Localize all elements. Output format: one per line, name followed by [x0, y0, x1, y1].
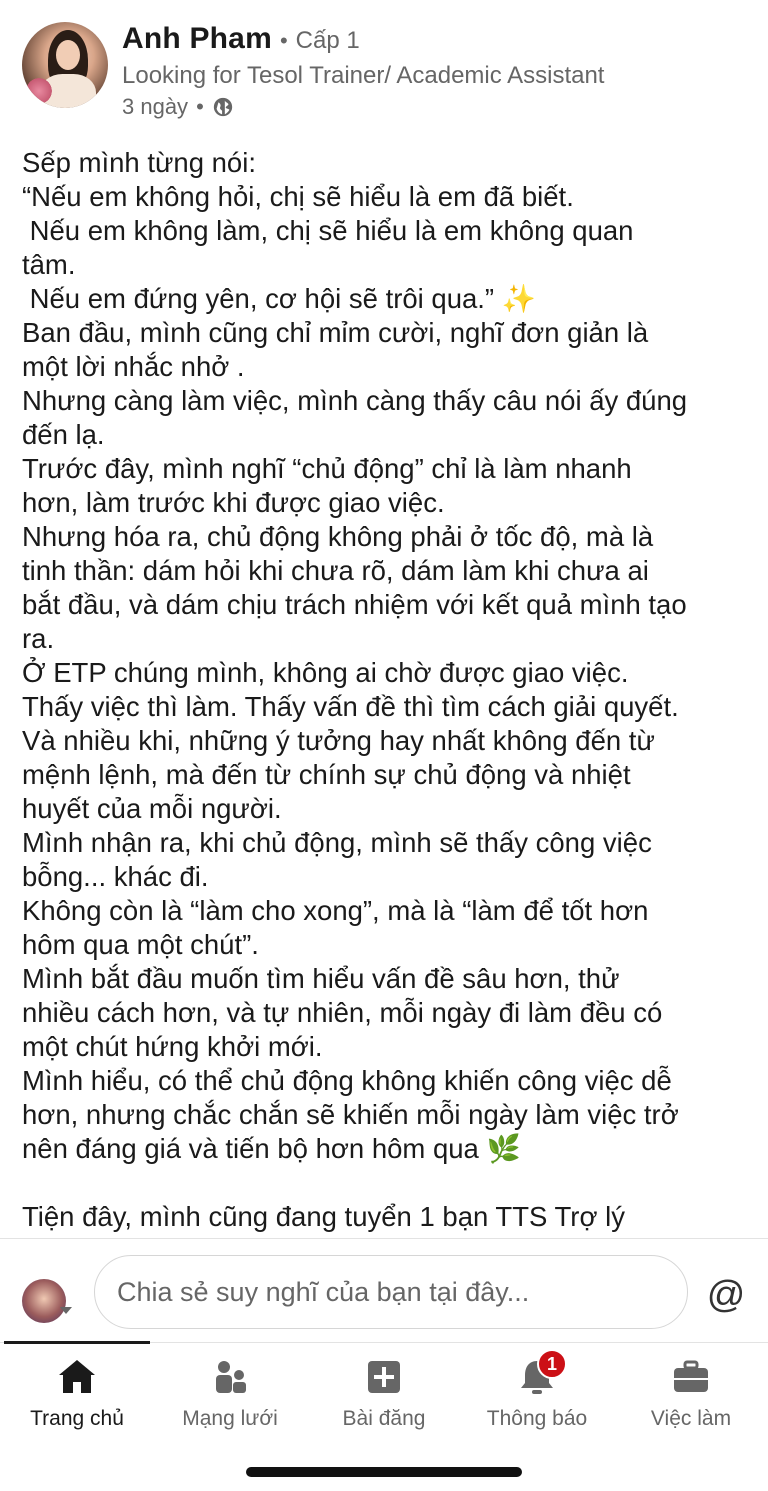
network-icon — [208, 1355, 252, 1399]
post-text-line: Mình hiểu, có thể chủ động không khiến công việc dễ — [22, 1065, 672, 1096]
post-text-line: Mình bắt đầu muốn tìm hiểu vấn đề sâu hơn, thử — [22, 963, 620, 994]
post-text-line: Thấy việc thì làm. Thấy vấn đề thì tìm cách giải quyết. — [22, 691, 679, 722]
nav-item-jobs[interactable] — [614, 1343, 768, 1443]
home-indicator[interactable] — [246, 1467, 522, 1477]
meta-dot: • — [196, 94, 204, 119]
comment-input[interactable] — [94, 1255, 688, 1329]
connection-level: Cấp 1 — [295, 27, 360, 54]
briefcase-icon — [669, 1355, 713, 1399]
home-icon — [55, 1355, 99, 1399]
post-icon — [362, 1355, 406, 1399]
author-headline: Looking for Tesol Trainer/ Academic Assistant — [122, 62, 605, 89]
globe-icon — [212, 96, 234, 118]
post-text-line: Và nhiều khi, những ý tưởng hay nhất không đến từ — [22, 725, 655, 756]
post-time: 3 ngày — [122, 94, 189, 119]
post-text-line: Ở ETP chúng mình, không ai chờ được giao việc. — [22, 657, 629, 688]
post-text-line: hơn, làm trước khi được giao việc. — [22, 487, 445, 518]
comment-bar — [0, 1238, 768, 1342]
post-text-line: bỗng... khác đi. — [22, 861, 209, 892]
post-text-line: huyết của mỗi người. — [22, 793, 282, 824]
post-header — [0, 0, 768, 130]
post-text-line: Sếp mình từng nói: — [22, 147, 256, 178]
post-text-line: bắt đầu, và dám chịu trách nhiệm với kết quả mình tạo — [22, 589, 687, 620]
nav-label-jobs: Việc làm — [650, 1407, 732, 1430]
post-text-line: Trước đây, mình nghĩ “chủ động” chỉ là làm nhanh — [22, 453, 632, 484]
author-name[interactable]: Anh Pham — [122, 22, 272, 55]
author-name-row — [122, 22, 360, 56]
post-text — [22, 146, 762, 1234]
nav-item-post[interactable] — [307, 1343, 461, 1443]
post-meta — [122, 94, 234, 120]
post-text-line: tâm. — [22, 249, 76, 280]
chevron-down-icon[interactable] — [60, 1307, 72, 1314]
post-text-line: Tiện đây, mình cũng đang tuyển 1 bạn TTS Trợ lý — [22, 1201, 625, 1232]
author-avatar[interactable] — [22, 22, 108, 108]
post-text-line: Mình nhận ra, khi chủ động, mình sẽ thấy công việc — [22, 827, 652, 858]
post-text-line: hơn, nhưng chắc chắn sẽ khiến mỗi ngày làm việc trở — [22, 1099, 679, 1130]
mention-icon[interactable]: @ — [706, 1274, 746, 1316]
nav-item-notifications[interactable] — [460, 1343, 614, 1443]
post-text-line: một chút hứng khởi mới. — [22, 1031, 323, 1062]
my-avatar[interactable] — [22, 1279, 66, 1323]
separator-dot: • — [279, 28, 288, 53]
nav-item-home[interactable] — [0, 1343, 154, 1443]
nav-label-notifications: Thông báo — [486, 1407, 588, 1430]
post-text-line: Không còn là “làm cho xong”, mà là “làm để tốt hơn — [22, 895, 649, 926]
post-text-line: nên đáng giá và tiến bộ hơn hôm qua 🌿 — [22, 1133, 521, 1164]
nav-label-home: Trang chủ — [30, 1407, 124, 1430]
post-text-line: hôm qua một chút”. — [22, 929, 259, 960]
post-text-line — [22, 1166, 762, 1200]
post-text-line: một lời nhắc nhở . — [22, 351, 245, 382]
notification-badge: 1 — [537, 1349, 567, 1379]
nav-label-network: Mạng lưới — [182, 1407, 278, 1430]
post-text-line: mệnh lệnh, mà đến từ chính sự chủ động và nhiệt — [22, 759, 631, 790]
post-text-line: đến lạ. — [22, 419, 105, 450]
bell-icon — [515, 1355, 559, 1399]
post-text-line: tinh thần: dám hỏi khi chưa rõ, dám làm khi chưa ai — [22, 555, 649, 586]
post-text-line: nhiều cách hơn, và tự nhiên, mỗi ngày đi làm đều có — [22, 997, 663, 1028]
post-text-line: Ban đầu, mình cũng chỉ mỉm cười, nghĩ đơn giản là — [22, 317, 649, 348]
post-text-line: Nhưng càng làm việc, mình càng thấy câu nói ấy đúng — [22, 385, 688, 416]
post-text-line: “Nếu em không hỏi, chị sẽ hiểu là em đã biết. — [22, 181, 574, 212]
post-text-line: Nếu em đứng yên, cơ hội sẽ trôi qua.” ✨ — [22, 283, 536, 314]
nav-item-network[interactable] — [153, 1343, 307, 1443]
post-text-line: Nếu em không làm, chị sẽ hiểu là em không quan — [22, 215, 634, 246]
nav-label-post: Bài đăng — [342, 1407, 426, 1430]
post-text-line: Nhưng hóa ra, chủ động không phải ở tốc độ, mà là — [22, 521, 654, 552]
post-text-line: ra. — [22, 623, 55, 654]
